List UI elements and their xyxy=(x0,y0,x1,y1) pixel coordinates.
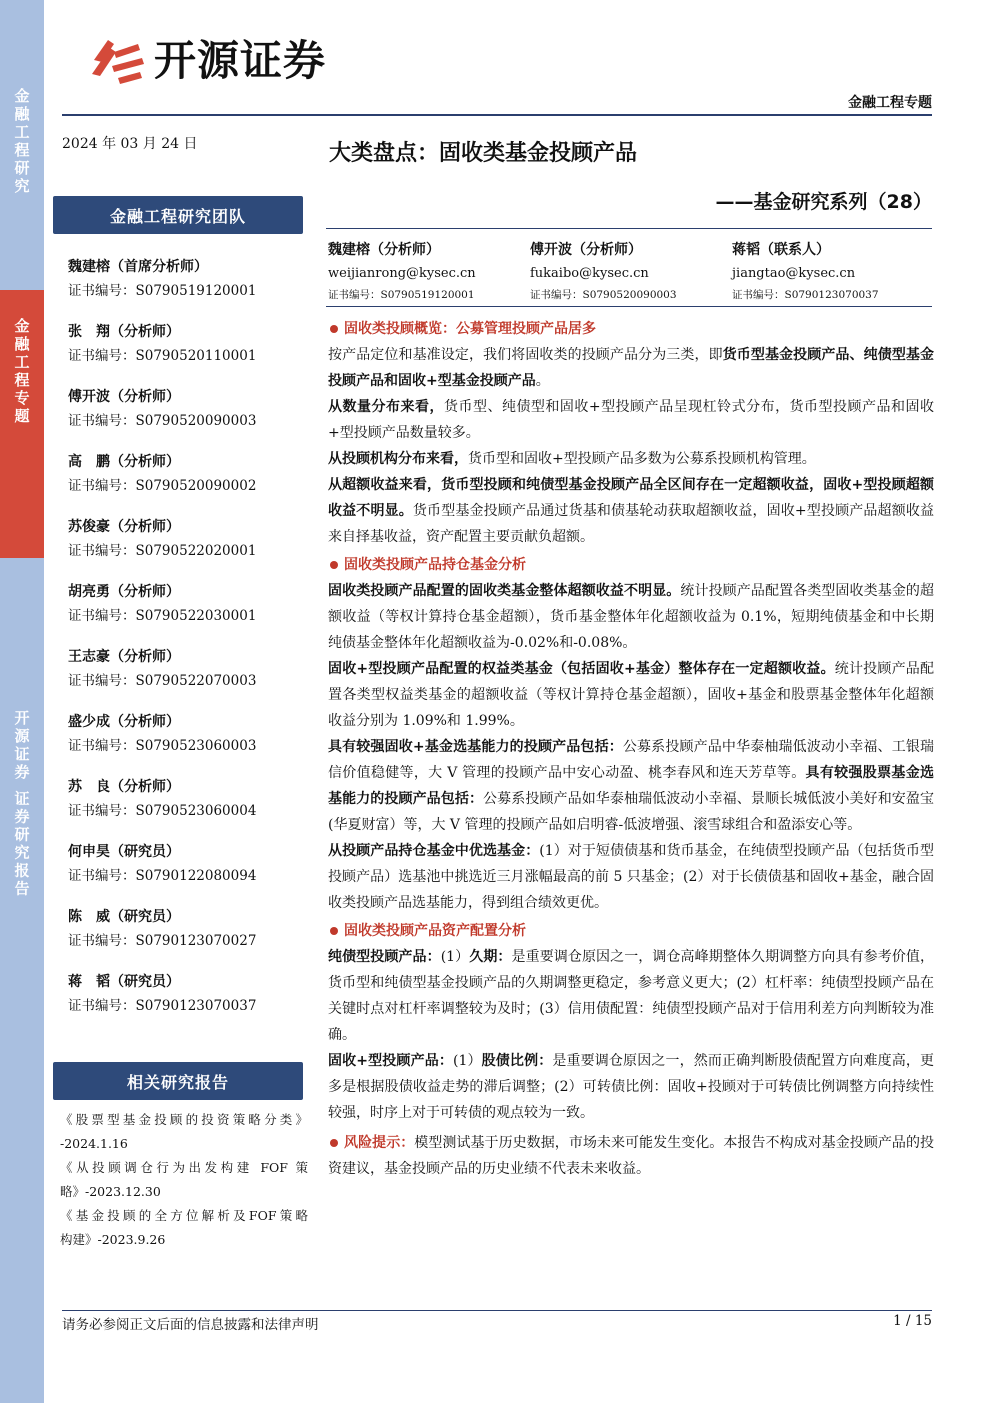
related-report-link[interactable] xyxy=(60,1108,308,1156)
related-report-title: 《股票型基金投顾的投资策略分类》 xyxy=(60,1112,308,1127)
related-report-date: 略》-2023.12.30 xyxy=(60,1184,161,1199)
para-lead: 固收+型投顾产品： xyxy=(328,1053,453,1069)
author xyxy=(530,238,732,304)
para-lead: 从数量分布来看， xyxy=(328,399,444,415)
member-cert: 证书编号：S0790523060004 xyxy=(68,803,257,819)
author-name: 蒋韬（联系人） xyxy=(732,242,830,258)
para-tail: 是重要调仓原因之一，调仓高峰期整体久期调整方向具有参考价值，货币型和纯债型基金投顾产品的久期调整更稳定，参考意义更大；(2）杠杆率：纯债型投顾产品在关键时点对杠杆率调整较为及时；(3）信用债配置：纯债型投顾产品对于信用利差方向判断较为准确。 xyxy=(328,949,935,1043)
member-name: 魏建榕（首席分析师） xyxy=(68,259,208,275)
para-emphasis: 具有较强股票基金选基能力的投顾产品包括： xyxy=(328,765,935,807)
header-category: 金融工程专题 xyxy=(848,95,932,111)
para-text: (1）对于短债债基和货币基金，在纯债型投顾产品（包括货币型投顾产品）选基池中挑选近三月涨幅最高的前 5 只基金；(2）对于长债债基和固收+基金，融合固收类投顾产品选基能力，得到组合绩效更优。 xyxy=(328,843,934,911)
bullet-icon xyxy=(330,325,338,333)
para-text: 公募系投顾产品中华泰柚瑞低波动小幸福、工银瑞信价值稳健等，大 V 管理的投顾产品中安心动盈、桃李春风和连天芳草等。 xyxy=(328,739,935,781)
related-report-date: 构建》-2023.9.26 xyxy=(60,1232,166,1247)
member-name: 盛少成（分析师） xyxy=(68,714,180,730)
report-date: 2024 年 03 月 24 日 xyxy=(62,136,198,152)
para-tail: 是重要调仓原因之一，然而正确判断股债配置方向难度高，更多是根据股债收益走势的滞后调整；(2）可转债比例：固收+投顾对于可转债比例调整方向持续性较强，时序上对于可转债的观点较为一致。 xyxy=(328,1053,935,1121)
report-subtitle: ——基金研究系列（28） xyxy=(715,191,932,213)
footer-disclaimer: 请务必参阅正文后面的信息披露和法律声明 xyxy=(62,1317,319,1333)
authors-divider xyxy=(326,306,932,307)
member-name: 何申昊（研究员） xyxy=(68,844,180,860)
section-heading xyxy=(328,552,934,578)
summary-paragraph xyxy=(328,394,934,446)
side-strip-report xyxy=(0,560,44,1403)
team-title: 金融工程研究团队 xyxy=(53,196,303,234)
summary-paragraph xyxy=(328,1048,934,1126)
para-text: (1） xyxy=(440,949,470,965)
side-strip-research xyxy=(0,60,44,288)
page-number: 1 / 15 xyxy=(893,1313,932,1329)
member-cert: 证书编号：S0790522020001 xyxy=(68,543,257,559)
related-reports-list xyxy=(60,1108,308,1252)
member-cert: 证书编号：S0790522030001 xyxy=(68,608,257,624)
team-member xyxy=(68,319,308,384)
para-lead: 固收+型投顾产品配置的权益类基金（包括固收+基金）整体存在一定超额收益。 xyxy=(328,661,835,677)
summary-paragraph xyxy=(328,446,934,472)
related-report-title: 《基金投顾的全方位解析及FOF策略 xyxy=(60,1208,308,1223)
summary-paragraph xyxy=(328,342,934,394)
team-member xyxy=(68,579,308,644)
member-cert: 证书编号：S0790122080094 xyxy=(68,868,257,884)
report-title: 大类盘点：固收类基金投顾产品 xyxy=(329,141,638,166)
related-report-title: 《从投顾调仓行为出发构建 FOF 策 xyxy=(60,1160,308,1175)
team-member xyxy=(68,969,308,1034)
para-lead: 从投顾机构分布来看， xyxy=(328,451,468,467)
author-block xyxy=(328,238,934,304)
member-name: 苏 良（分析师） xyxy=(68,779,180,795)
team-member xyxy=(68,254,308,319)
team-member xyxy=(68,644,308,709)
member-name: 陈 威（研究员） xyxy=(68,909,180,925)
para-text: 货币型和固收+型投顾产品多数为公募系投顾机构管理。 xyxy=(468,451,816,467)
section-heading-text: 固收类投顾产品资产配置分析 xyxy=(344,923,526,939)
member-name: 苏俊豪（分析师） xyxy=(68,519,180,535)
summary-paragraph xyxy=(328,734,934,838)
member-name: 王志豪（分析师） xyxy=(68,649,180,665)
risk-label: 风险提示： xyxy=(344,1135,415,1151)
author-name: 魏建榕（分析师） xyxy=(328,242,440,258)
summary-paragraph xyxy=(328,944,934,1048)
para-lead: 从投顾产品持仓基金中优选基金： xyxy=(328,843,540,859)
para-text: 统计投顾产品配置各类型固收类基金的超额收益（等权计算持仓基金超额），货币基金整体年化超额收益为 0.1%，短期纯债基金和中长期纯债基金整体年化超额收益为-0.02%和-0.08%。 xyxy=(328,583,935,651)
section-heading-text: 固收类投顾概览：公募管理投顾产品居多 xyxy=(344,321,596,337)
member-name: 胡亮勇（分析师） xyxy=(68,584,180,600)
para-lead: 具有较强固收+基金选基能力的投顾产品包括： xyxy=(328,739,623,755)
member-cert: 证书编号：S0790522070003 xyxy=(68,673,257,689)
author xyxy=(328,238,530,304)
related-reports-title: 相关研究报告 xyxy=(53,1062,303,1100)
member-cert: 证书编号：S0790123070037 xyxy=(68,998,257,1014)
footer-divider xyxy=(62,1310,932,1311)
risk-warning xyxy=(328,1130,934,1182)
section-heading xyxy=(328,316,934,342)
summary-paragraph xyxy=(328,656,934,734)
para-tail: 公募系投顾产品如华泰柚瑞低波动小幸福、景顺长城低波小美好和安盈宝(华夏财富）等，大 V 管理的投顾产品如启明睿-低波增强、滚雪球组合和盈添安心等。 xyxy=(328,791,934,833)
para-text: 按产品定位和基准设定，我们将固收类的投顾产品分为三类，即 xyxy=(328,347,723,363)
para-emphasis: 久期： xyxy=(469,949,512,965)
team-member xyxy=(68,904,308,969)
member-cert: 证书编号：S0790520090002 xyxy=(68,478,257,494)
side-strip-research-label: 金融工程研究 xyxy=(12,88,31,196)
author-email[interactable]: fukaibo@kysec.cn xyxy=(530,266,649,281)
para-text: (1） xyxy=(453,1053,482,1069)
report-summary xyxy=(328,314,934,1182)
section-heading xyxy=(328,918,934,944)
author-cert: 证书编号：S0790520090003 xyxy=(530,289,677,301)
summary-paragraph xyxy=(328,578,934,656)
side-strip-report-label: 开源证券 证券研究报告 xyxy=(12,710,31,899)
para-lead: 纯债型投顾产品： xyxy=(328,949,441,965)
team-member xyxy=(68,774,308,839)
related-report-link[interactable] xyxy=(60,1156,308,1204)
brand-logo-icon xyxy=(88,30,146,86)
para-tail: 。 xyxy=(535,373,550,389)
para-lead: 从超额收益来看，货币型投顾和纯债型基金投顾产品全区间存在一定超额收益，固收+型投顾超额收益不明显。 xyxy=(328,477,934,519)
author-name: 傅开波（分析师） xyxy=(530,242,642,258)
summary-paragraph xyxy=(328,472,934,550)
member-name: 高 鹏（分析师） xyxy=(68,454,180,470)
para-text: 货币型、纯债型和固收+型投顾产品呈现杠铃式分布，货币型投顾产品和固收+型投顾产品数量较多。 xyxy=(328,399,935,441)
para-text: 货币型基金投顾产品通过货基和债基轮动获取超额收益，固收+型投顾产品超额收益来自择基收益，资产配置主要贡献负超额。 xyxy=(328,503,935,545)
side-strip-topic xyxy=(0,290,44,558)
member-cert: 证书编号：S0790520090003 xyxy=(68,413,257,429)
title-divider xyxy=(326,228,932,229)
team-member xyxy=(68,384,308,449)
member-name: 张 翔（分析师） xyxy=(68,324,180,340)
brand-name: 开源证券 xyxy=(154,36,327,85)
author-cert: 证书编号：S0790123070037 xyxy=(732,289,879,301)
team-member xyxy=(68,449,308,514)
bullet-icon xyxy=(330,927,338,935)
para-lead: 固收类投顾产品配置的固收类基金整体超额收益不明显。 xyxy=(328,583,681,599)
bullet-icon xyxy=(330,1139,338,1147)
team-member xyxy=(68,839,308,904)
author-email[interactable]: weijianrong@kysec.cn xyxy=(328,266,476,281)
author xyxy=(732,238,934,304)
side-strip-topic-label: 金融工程专题 xyxy=(12,318,31,426)
risk-text: 模型测试基于历史数据，市场未来可能发生变化。本报告不构成对基金投顾产品的投资建议，基金投顾产品的历史业绩不代表未来收益。 xyxy=(328,1135,935,1177)
member-name: 傅开波（分析师） xyxy=(68,389,180,405)
member-name: 蒋 韬（研究员） xyxy=(68,974,180,990)
related-report-link[interactable] xyxy=(60,1204,308,1252)
member-cert: 证书编号：S0790523060003 xyxy=(68,738,257,754)
summary-paragraph xyxy=(328,838,934,916)
header-divider xyxy=(62,114,932,116)
author-cert: 证书编号：S0790519120001 xyxy=(328,289,475,301)
para-text: 统计投顾产品配置各类型权益类基金的超额收益（等权计算持仓基金超额），固收+基金和股票基金整体年化超额收益分别为 1.09%和 1.99%。 xyxy=(328,661,934,729)
bullet-icon xyxy=(330,561,338,569)
team-list xyxy=(68,254,308,1034)
para-emphasis: 货币型基金投顾产品、纯债型基金投顾产品和固收+型基金投顾产品 xyxy=(328,347,935,389)
brand-logo xyxy=(88,28,326,88)
section-heading-text: 固收类投顾产品持仓基金分析 xyxy=(344,557,526,573)
member-cert: 证书编号：S0790520110001 xyxy=(68,348,257,364)
team-member xyxy=(68,709,308,774)
member-cert: 证书编号：S0790519120001 xyxy=(68,283,257,299)
team-member xyxy=(68,514,308,579)
member-cert: 证书编号：S0790123070027 xyxy=(68,933,257,949)
author-email[interactable]: jiangtao@kysec.cn xyxy=(732,266,856,281)
para-emphasis: 股债比例： xyxy=(481,1053,553,1069)
related-report-date: -2024.1.16 xyxy=(60,1136,128,1151)
